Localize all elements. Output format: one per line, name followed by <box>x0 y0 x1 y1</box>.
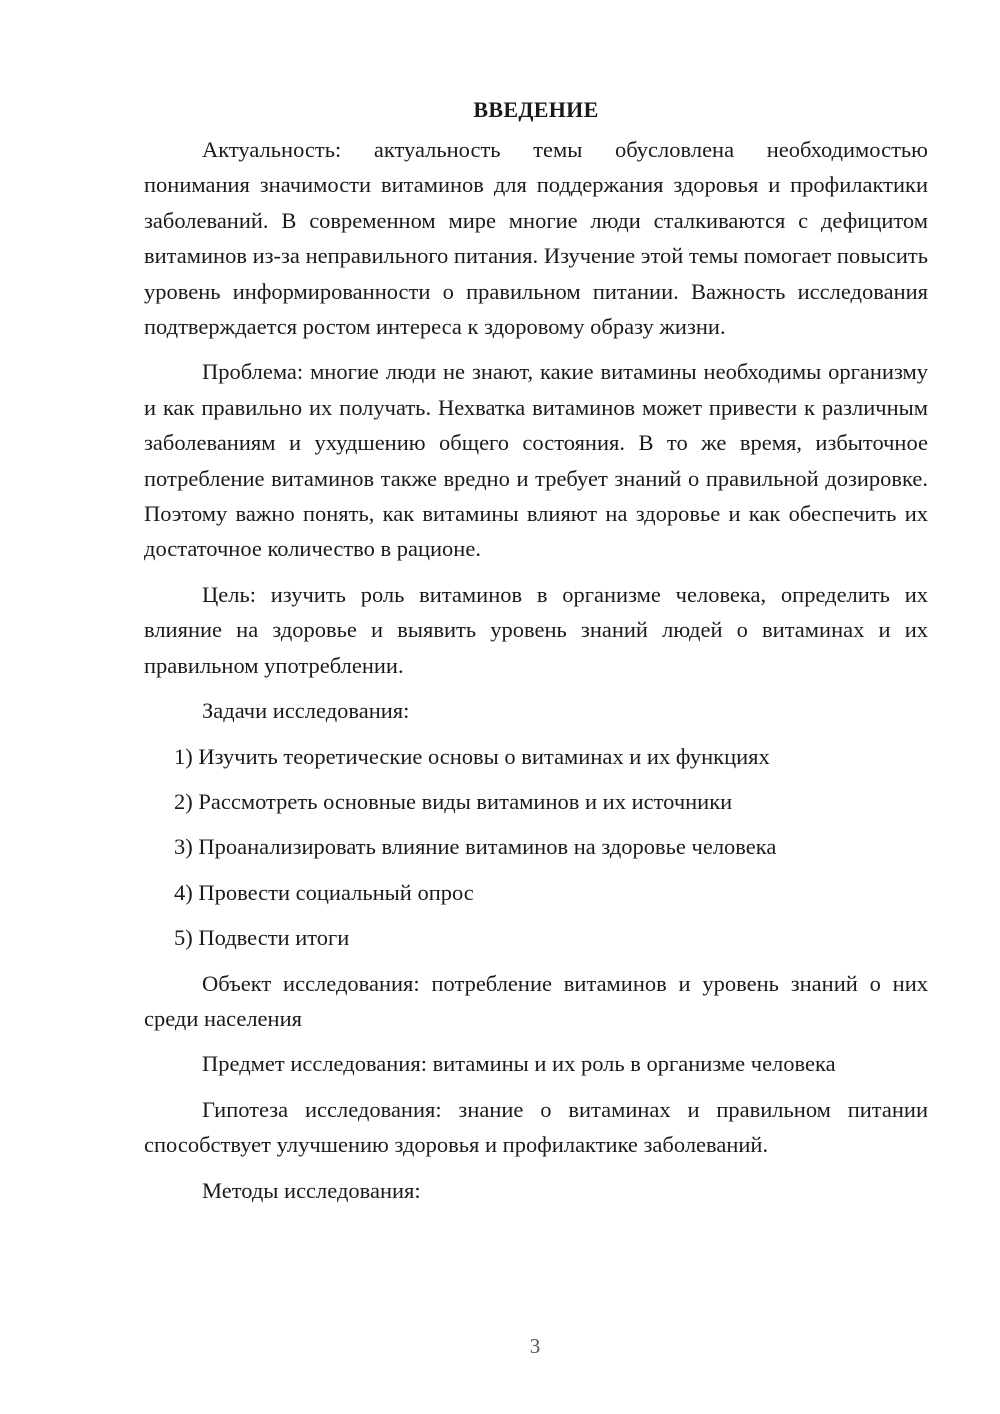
list-item: 4) Провести социальный опрос <box>174 879 474 905</box>
document-page <box>144 92 928 1218</box>
methods-heading: Методы исследования: <box>202 1177 421 1203</box>
tasks-list <box>144 739 928 956</box>
list-item: 2) Рассмотреть основные виды витаминов и их источники <box>174 788 733 814</box>
subject-paragraph: Предмет исследования: витамины и их роль в организме человека <box>202 1051 836 1077</box>
page-number: 3 <box>529 1334 541 1358</box>
object-paragraph: Объект исследования: потребление витаминов и уровень знаний о них среди населения <box>144 970 928 1031</box>
tasks-heading: Задачи исследования: <box>202 698 410 724</box>
goal-paragraph: Цель: изучить роль витаминов в организме человека, определить их влияние на здоровье и выявить уровень знаний людей о витаминах и их правильном употреблении. <box>144 581 928 678</box>
hypothesis-paragraph: Гипотеза исследования: знание о витаминах и правильном питании способствует улучшению здоровья и профилактике заболеваний. <box>144 1096 928 1158</box>
relevance-paragraph: Актуальность: актуальность темы обусловлена необходимостью понимания значимости витаминов для поддержания здоровья и профилактики заболеваний. В современном мире многие люди сталкиваются с дефицитом витаминов из-за неправильного питания. Изучение этой темы помогает повысить уровень информированности о правильном питании. Важность исследования подтверждается ростом интереса к здоровому образу жизни. <box>144 137 928 340</box>
list-item: 1) Изучить теоретические основы о витаминах и их функциях <box>174 743 770 769</box>
list-item: 3) Проанализировать влияние витаминов на здоровье человека <box>174 834 777 860</box>
page-title: ВВЕДЕНИЕ <box>473 97 599 122</box>
problem-paragraph: Проблема: многие люди не знают, какие витамины необходимы организму и как правильно их получать. Нехватка витаминов может привести к различным заболеваниям и ухудшению общего состояния. В то же время, избыточное потребление витаминов также вредно и требует знаний о правильной дозировке. Поэтому важно понять, как витамины влияют на здоровье и как обеспечить их достаточное количество в рационе. <box>144 359 928 562</box>
list-item: 5) Подвести итоги <box>174 925 350 951</box>
